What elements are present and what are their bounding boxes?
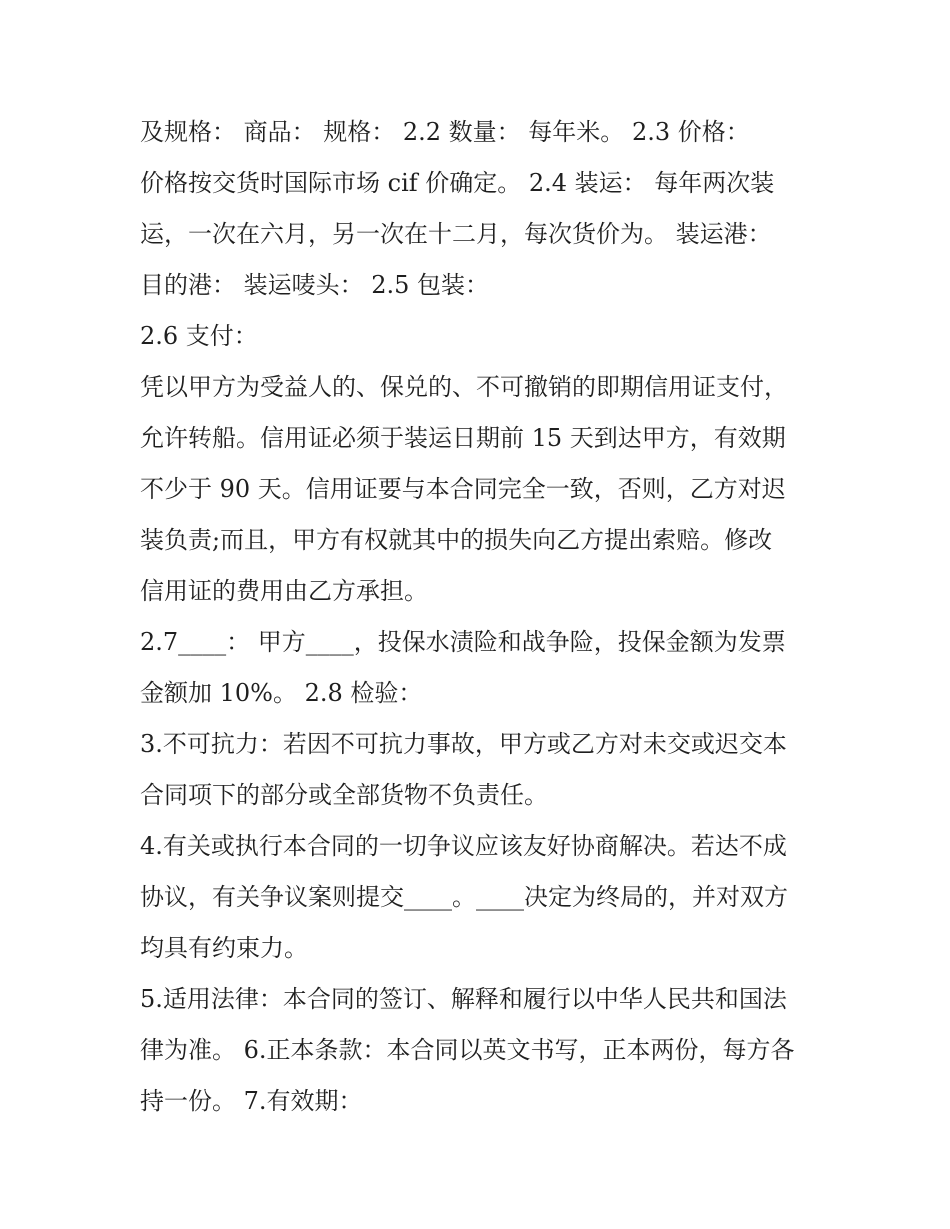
text-line: 协议，有关争议案则提交____。____决定为终局的，并对双方	[140, 883, 788, 911]
text-line: 金额加 10%。 2.8 检验：	[140, 679, 423, 707]
text-line: 及规格： 商品： 规格： 2.2 数量： 每年米。 2.3 价格：	[140, 118, 750, 146]
text-line: 合同项下的部分或全部货物不负责任。	[140, 781, 548, 809]
text-line: 2.6 支付：	[140, 322, 258, 350]
text-line: 价格按交货时国际市场 cif 价确定。 2.4 装运： 每年两次装	[140, 169, 775, 197]
text-line: 持一份。 7.有效期：	[140, 1087, 363, 1115]
contract-text-body	[140, 107, 820, 1127]
text-line: 3.不可抗力：若因不可抗力事故，甲方或乙方对未交或迟交本	[140, 730, 787, 758]
text-line: 均具有约束力。	[140, 934, 308, 962]
text-line: 4.有关或执行本合同的一切争议应该友好协商解决。若达不成	[140, 832, 787, 860]
text-line: 信用证的费用由乙方承担。	[140, 577, 428, 605]
text-line: 2.7____： 甲方____，投保水渍险和战争险，投保金额为发票	[140, 628, 786, 656]
text-line: 目的港： 装运唛头： 2.5 包装：	[140, 271, 490, 299]
text-line: 允许转船。信用证必须于装运日期前 15 天到达甲方，有效期	[140, 424, 786, 452]
text-line: 凭以甲方为受益人的、保兑的、不可撤销的即期信用证支付，	[140, 373, 788, 401]
text-line: 5.适用法律：本合同的签订、解释和履行以中华人民共和国法	[140, 985, 787, 1013]
text-line: 装负责;而且，甲方有权就其中的损失向乙方提出索赔。修改	[140, 526, 773, 554]
text-line: 律为准。 6.正本条款：本合同以英文书写，正本两份，每方各	[140, 1036, 795, 1064]
text-line: 运，一次在六月，另一次在十二月，每次货价为。 装运港：	[140, 220, 772, 248]
text-line: 不少于 90 天。信用证要与本合同完全一致，否则，乙方对迟	[140, 475, 786, 503]
